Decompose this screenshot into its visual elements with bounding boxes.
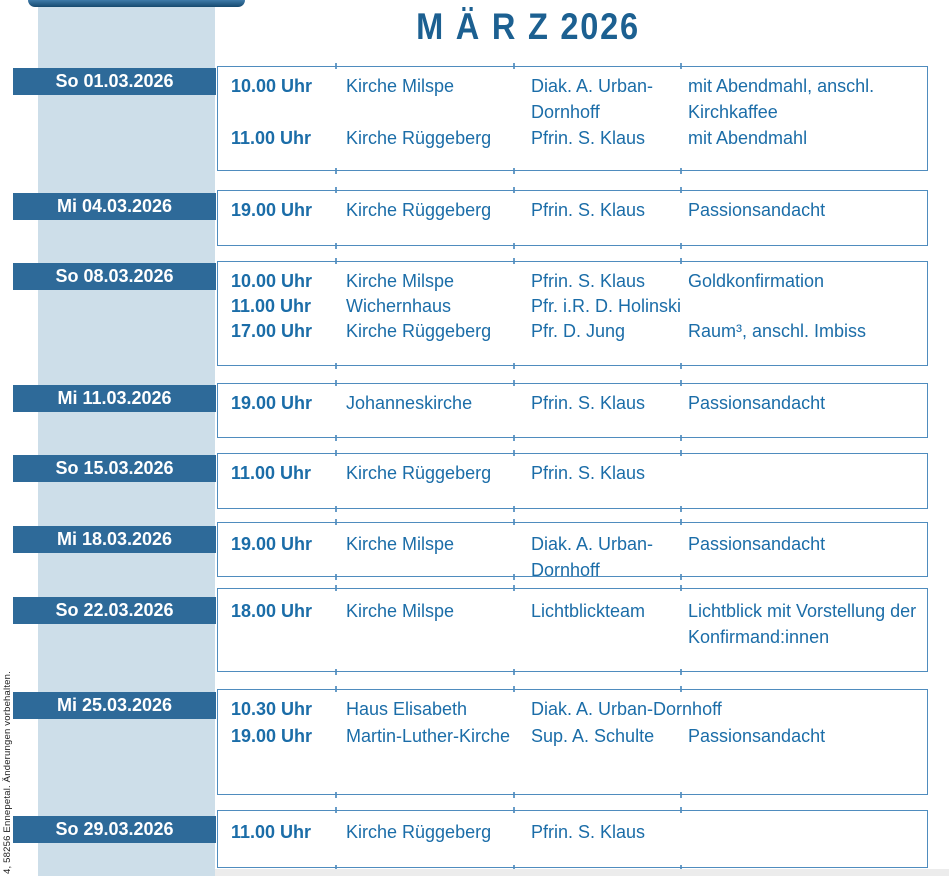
column-divider-tick: [335, 807, 337, 813]
column-divider-tick: [513, 63, 515, 69]
row-box: [217, 588, 928, 672]
event-note: [681, 819, 925, 845]
column-divider-tick: [513, 807, 515, 813]
event-row: [218, 390, 925, 416]
date-badge: Mi 11.03.2026: [13, 385, 216, 412]
column-divider-tick: [513, 506, 515, 512]
event-location: Kirche Rüggeberg: [346, 200, 492, 220]
column-divider-tick: [513, 435, 515, 441]
page-bottom-edge: [215, 869, 949, 876]
column-divider-tick: [335, 519, 337, 525]
event-row: [218, 723, 925, 749]
column-divider-tick: [335, 380, 337, 386]
row-box: [217, 261, 928, 366]
column-divider-tick: [513, 450, 515, 456]
column-divider-tick: [513, 168, 515, 174]
event-time: 17.00 Uhr: [231, 321, 313, 341]
event-row: [218, 531, 925, 583]
date-badge: Mi 04.03.2026: [13, 193, 216, 220]
date-badge: So 01.03.2026: [13, 68, 216, 95]
event-leader: Pfrin. S. Klaus: [531, 822, 646, 842]
event-leader: Diak. A. Urban-Dornhoff: [531, 699, 722, 719]
column-divider-tick: [680, 450, 682, 456]
column-divider-tick: [513, 243, 515, 249]
event-time: 19.00 Uhr: [231, 200, 313, 220]
event-leader: Sup. A. Schulte: [531, 726, 655, 746]
event-location: Kirche Rüggeberg: [346, 128, 492, 148]
event-note: [681, 293, 925, 319]
row-box: [217, 383, 928, 438]
previous-badge-edge: [28, 0, 245, 7]
date-badge: Mi 18.03.2026: [13, 526, 216, 553]
event-location: Johanneskirche: [346, 393, 473, 413]
event-time: 10.00 Uhr: [231, 76, 313, 96]
event-location: Kirche Milspe: [346, 601, 455, 621]
event-leader: Pfrin. S. Klaus: [531, 128, 646, 148]
event-leader: Pfrin. S. Klaus: [531, 463, 646, 483]
event-time: 11.00 Uhr: [231, 822, 312, 842]
column-divider-tick: [680, 435, 682, 441]
event-leader: Lichtblickteam: [531, 601, 646, 621]
column-divider-tick: [513, 187, 515, 193]
event-location: Kirche Rüggeberg: [346, 822, 492, 842]
event-row: [218, 318, 925, 344]
page-title: M Ä R Z 2026: [416, 6, 640, 47]
event-leader: Pfr. D. Jung: [531, 321, 626, 341]
column-divider-tick: [513, 669, 515, 675]
event-row: [218, 598, 925, 650]
event-row: [218, 268, 925, 294]
column-divider-tick: [680, 168, 682, 174]
column-divider-tick: [513, 792, 515, 798]
event-row: [218, 293, 925, 319]
event-row: [218, 197, 925, 223]
column-divider-tick: [680, 669, 682, 675]
column-divider-tick: [335, 187, 337, 193]
date-badge: So 15.03.2026: [13, 455, 216, 482]
event-leader: Pfrin. S. Klaus: [531, 200, 646, 220]
column-divider-tick: [335, 792, 337, 798]
date-badge: Mi 25.03.2026: [13, 692, 216, 719]
row-box: [217, 453, 928, 509]
row-box: [217, 522, 928, 580]
event-note: Goldkonfirmation: [688, 271, 825, 291]
event-note: Passionsandacht: [688, 200, 826, 220]
column-divider-tick: [513, 686, 515, 692]
column-divider-tick: [680, 63, 682, 69]
event-note: Passionsandacht: [688, 393, 826, 413]
event-location: Kirche Milspe: [346, 534, 455, 554]
event-note: Raum³, anschl. Imbiss: [688, 321, 867, 341]
event-time: 19.00 Uhr: [231, 534, 313, 554]
date-badge: So 29.03.2026: [13, 816, 216, 843]
event-location: Kirche Rüggeberg: [346, 321, 492, 341]
column-divider-tick: [335, 435, 337, 441]
event-row: [218, 460, 925, 486]
event-leader: Diak. A. Urban-Dornhoff: [531, 534, 654, 580]
column-divider-tick: [680, 243, 682, 249]
column-divider-tick: [680, 506, 682, 512]
event-row: [218, 125, 925, 151]
row-box: [217, 190, 928, 246]
column-divider-tick: [680, 686, 682, 692]
event-time: 10.00 Uhr: [231, 271, 313, 291]
column-divider-tick: [335, 585, 337, 591]
date-badge: So 22.03.2026: [13, 597, 216, 624]
event-time: 10.30 Uhr: [231, 699, 313, 719]
column-divider-tick: [513, 380, 515, 386]
column-divider-tick: [335, 63, 337, 69]
event-location: Kirche Milspe: [346, 271, 455, 291]
column-divider-tick: [335, 168, 337, 174]
column-divider-tick: [680, 258, 682, 264]
column-divider-tick: [335, 669, 337, 675]
event-location: Wichernhaus: [346, 296, 452, 316]
row-box: [217, 66, 928, 171]
event-row: [218, 73, 925, 125]
event-location: Kirche Rüggeberg: [346, 463, 492, 483]
event-note: mit Abendmahl, anschl. Kirchkaffee: [688, 76, 875, 122]
event-note: mit Abendmahl: [688, 128, 808, 148]
event-time: 19.00 Uhr: [231, 393, 313, 413]
event-time: 11.00 Uhr: [231, 128, 312, 148]
event-note: [681, 460, 925, 486]
event-note: Lichtblick mit Vorstellung der Konfirmand:innen: [688, 601, 917, 647]
column-divider-tick: [513, 363, 515, 369]
event-time: 11.00 Uhr: [231, 463, 312, 483]
event-location: Martin-Luther-Kirche: [346, 726, 511, 746]
column-divider-tick: [513, 519, 515, 525]
column-divider-tick: [335, 506, 337, 512]
column-divider-tick: [335, 686, 337, 692]
event-location: Kirche Milspe: [346, 76, 455, 96]
event-location: Haus Elisabeth: [346, 699, 468, 719]
row-box: [217, 810, 928, 868]
column-divider-tick: [680, 363, 682, 369]
column-divider-tick: [513, 585, 515, 591]
date-badge: So 08.03.2026: [13, 263, 216, 290]
column-divider-tick: [513, 258, 515, 264]
event-row: [218, 696, 925, 722]
event-note: Passionsandacht: [688, 534, 826, 554]
event-leader: Diak. A. Urban-Dornhoff: [531, 76, 654, 122]
event-note: [681, 696, 925, 722]
left-column-band: [38, 0, 215, 876]
event-time: 18.00 Uhr: [231, 601, 313, 621]
column-divider-tick: [335, 450, 337, 456]
column-divider-tick: [680, 187, 682, 193]
column-divider-tick: [680, 585, 682, 591]
column-divider-tick: [680, 792, 682, 798]
column-divider-tick: [680, 519, 682, 525]
column-divider-tick: [680, 807, 682, 813]
row-box: [217, 689, 928, 795]
column-divider-tick: [335, 363, 337, 369]
column-divider-tick: [335, 243, 337, 249]
event-leader: Pfr. i.R. D. Holinski: [531, 296, 682, 316]
event-note: Passionsandacht: [688, 726, 826, 746]
event-row: [218, 819, 925, 845]
event-time: 19.00 Uhr: [231, 726, 313, 746]
imprint-side-note: 4, 58256 Ennepetal. Änderungen vorbehalten.: [2, 671, 13, 874]
event-leader: Pfrin. S. Klaus: [531, 271, 646, 291]
event-leader: Pfrin. S. Klaus: [531, 393, 646, 413]
column-divider-tick: [335, 258, 337, 264]
column-divider-tick: [680, 380, 682, 386]
event-time: 11.00 Uhr: [231, 296, 312, 316]
